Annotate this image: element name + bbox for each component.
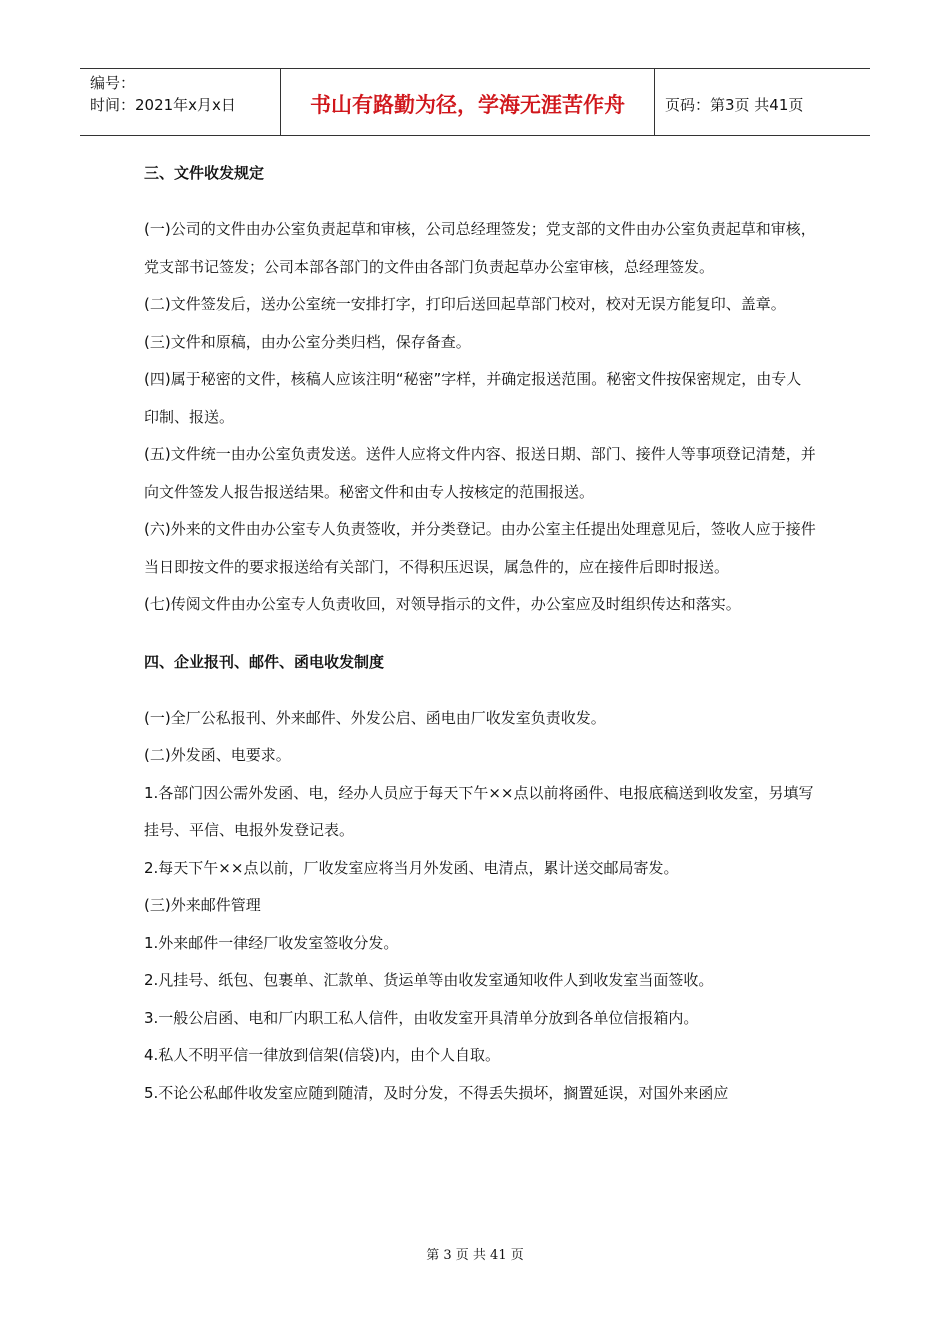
header-meta	[80, 69, 281, 135]
paragraph: 2.凡挂号、纸包、包裹单、汇款单、货运单等由收发室通知收件人到收发室当面签收。	[144, 971, 714, 989]
paragraph: (一)全厂公私报刊、外来邮件、外发公启、函电由厂收发室负责收发。	[144, 708, 606, 727]
paragraph: (三)外来邮件管理	[144, 896, 261, 914]
paragraph: (二)外发函、电要求。	[144, 746, 291, 764]
paragraph: 4.私人不明平信一律放到信架(信袋)内，由个人自取。	[144, 1046, 501, 1064]
paragraph: 2.每天下午××点以前，厂收发室应将当月外发函、电清点，累计送交邮局寄发。	[144, 858, 679, 877]
paragraph: 1.各部门因公需外发函、电，经办人员应于每天下午××点以前将函件、电报底稿送到收发室，另填写挂号、平信、电报外发登记表。	[144, 783, 814, 839]
paragraph: (三)文件和原稿，由办公室分类归档，保存备查。	[144, 332, 471, 351]
paragraph: (四)属于秘密的文件，核稿人应该注明“秘密”字样，并确定报送范围。秘密文件按保密规定，由专人印制、报送。	[144, 370, 802, 426]
document-body	[144, 154, 816, 1112]
paragraph: (二)文件签发后，送办公室统一安排打字，打印后送回起草部门校对，校对无误方能复印、盖章。	[144, 295, 786, 313]
paragraph: (七)传阅文件由办公室专人负责收回，对领导指示的文件，办公室应及时组织传达和落实。	[144, 595, 741, 613]
paragraph: 1.外来邮件一律经厂收发室签收分发。	[144, 933, 399, 952]
header-page-info: 页码：第3页 共41页	[665, 95, 804, 114]
section-title: 三、文件收发规定	[144, 164, 265, 182]
paragraph: 5.不论公私邮件收发室应随到随清，及时分发，不得丢失损坏，搁置延误，对国外来函应	[144, 1083, 729, 1102]
header-time-label: 时间：2021年x月x日	[90, 96, 236, 114]
paragraph: (六)外来的文件由办公室专人负责签收，并分类登记。由办公室主任提出处理意见后，签收人应于接件当日即按文件的要求报送给有关部门，不得积压迟误，属急件的，应在接件后即时报送。	[144, 520, 816, 576]
header-number-label: 编号：	[90, 74, 136, 92]
page-header	[80, 68, 870, 136]
page-footer: 第 3 页 共 41 页	[426, 1248, 524, 1263]
paragraph: (一)公司的文件由办公室负责起草和审核，公司总经理签发；党支部的文件由办公室负责起草和审核，党支部书记签发；公司本部各部门的文件由各部门负责起草办公室审核，总经理签发。	[144, 220, 816, 276]
paragraph: (五)文件统一由办公室负责发送。送件人应将文件内容、报送日期、部门、接件人等事项登记清楚，并向文件签发人报告报送结果。秘密文件和由专人按核定的范围报送。	[144, 445, 816, 501]
paragraph: 3.一般公启函、电和厂内职工私人信件，由收发室开具清单分放到各单位信报箱内。	[144, 1008, 699, 1027]
header-motto: 书山有路勤为径，学海无涯苦作舟	[281, 69, 655, 135]
section-title: 四、企业报刊、邮件、函电收发制度	[144, 652, 385, 671]
